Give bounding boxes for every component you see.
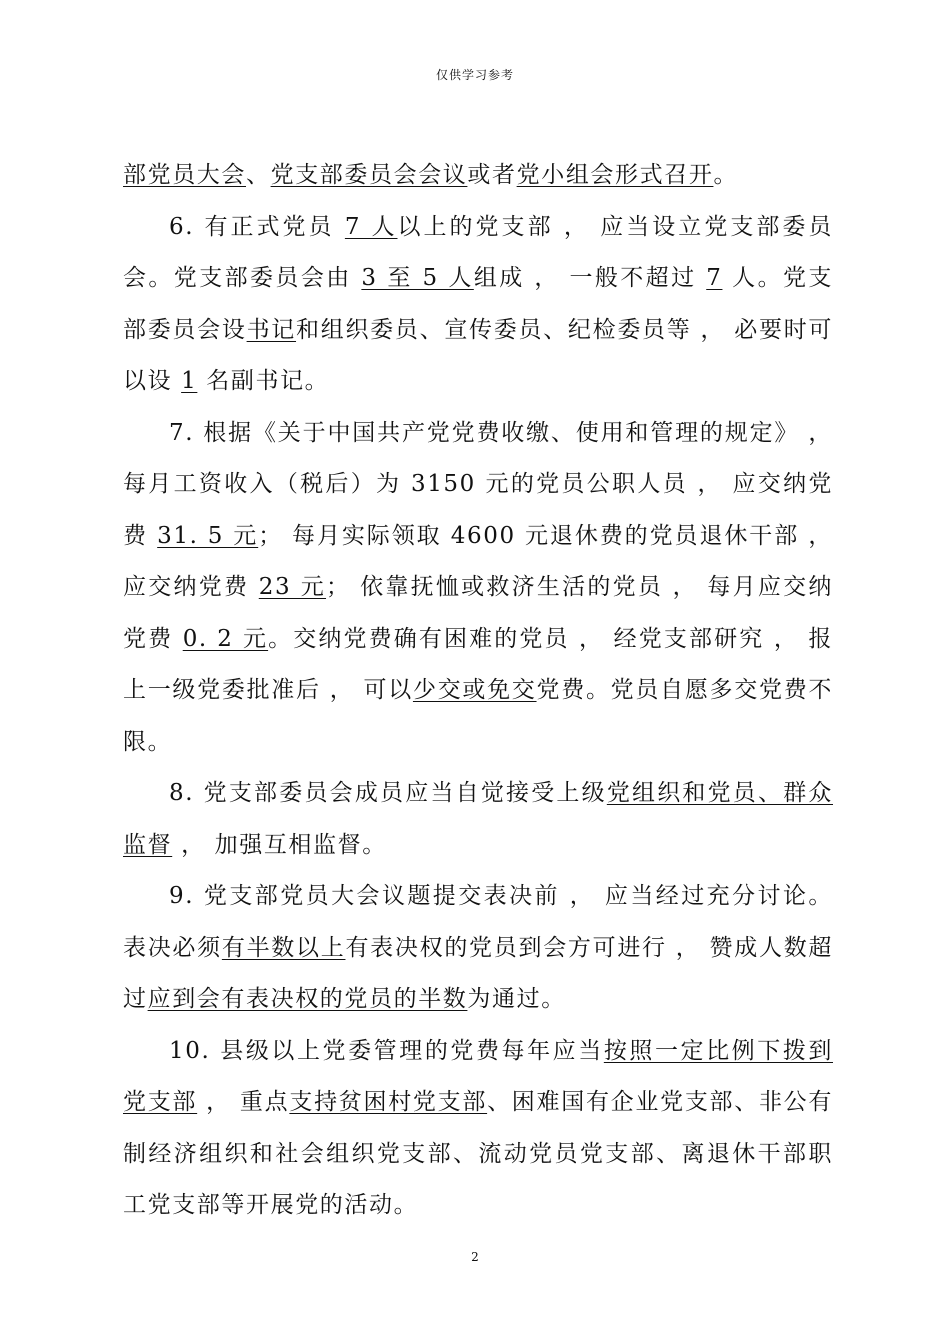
text-segment: 以上的党支部 ， 应当设立党支部委员会。党支部委员会由 xyxy=(123,213,833,291)
underlined-answer: 应到会有表决权的党员的半数 xyxy=(147,986,468,1012)
text-segment: 和组织委员、宣传委员、纪检委员等 ， 必要时可以设 xyxy=(123,316,834,394)
underlined-answer: 书记 xyxy=(246,316,297,343)
text-segment: ； 依靠抚恤或救济生活的党员 ， 每月应交纳党费 xyxy=(123,574,833,652)
text-segment: 有表决权的党员到会方可进行 ， 赞成人数超过 xyxy=(123,934,834,1012)
text-segment: 、 xyxy=(246,162,271,188)
underlined-answer: 3 至 5 人 xyxy=(361,265,474,291)
text-segment: 名副书记。 xyxy=(197,368,330,394)
underlined-answer: 少交或免交 xyxy=(412,677,537,703)
underlined-answer: 31. 5 元 xyxy=(157,522,259,549)
paragraph-item-8 xyxy=(123,768,833,871)
text-segment: 人。党支部委员会设 xyxy=(123,265,833,343)
underlined-answer: 党组织和党员、群众监督 xyxy=(123,780,833,858)
underlined-answer: 党小组会形式召开 xyxy=(516,162,714,188)
paragraph-item-6 xyxy=(123,202,833,408)
paragraph-item-9 xyxy=(123,871,833,1026)
paragraph-item-10 xyxy=(123,1026,833,1232)
text-segment: ， 重点 xyxy=(197,1089,290,1115)
underlined-answer: 党支部委员会会议 xyxy=(270,162,468,188)
text-segment: ， 加强互相监督。 xyxy=(172,831,387,858)
text-segment: 为通过。 xyxy=(467,986,566,1012)
text-segment: 7. 根据《关于中国共产党党费收缴、使用和管理的规定》 ，每月工资收入（税后）为 3150 元的党员公职人员 ， 应交纳党费 xyxy=(123,419,833,549)
page-header: 仅供学习参考 xyxy=(435,68,514,82)
paragraph-item-7 xyxy=(123,408,833,769)
text-segment: 9. 党支部党员大会议题提交表决前 ， 应当经过充分讨论。表决必须 xyxy=(123,883,833,961)
underlined-answer: 23 元 xyxy=(258,574,327,600)
text-segment: ； 每月实际领取 4600 元退休费的党员退休干部 ， 应交纳党费 xyxy=(123,522,833,600)
underlined-answer: 部党员大会 xyxy=(123,162,246,188)
text-segment: 组成 ， 一般不超过 xyxy=(473,265,707,291)
paragraph-continuation xyxy=(123,150,833,202)
page-number: 2 xyxy=(471,1250,479,1264)
text-segment: 10. 县级以上党委管理的党费每年应当 xyxy=(169,1037,604,1064)
text-segment: 。 xyxy=(713,162,739,188)
underlined-answer: 1 xyxy=(181,368,198,394)
text-segment: 党费。党员自愿多交党费不限。 xyxy=(123,677,834,755)
underlined-answer: 7 xyxy=(706,265,723,291)
underlined-answer: 有半数以上 xyxy=(221,934,346,961)
text-segment: 、困难国有企业党支部、非公有制经济组织和社会组织党支部、流动党员党支部、离退休干部职工党支部等开展党的活动。 xyxy=(123,1089,833,1218)
text-segment: 或者 xyxy=(467,162,517,188)
text-segment: 8. 党支部委员会成员应当自觉接受上级 xyxy=(169,780,607,806)
text-segment: 。交纳党费确有困难的党员 ， 经党支部研究 ， 报上一级党委批准后 ， 可以 xyxy=(123,625,833,703)
underlined-answer: 0. 2 元 xyxy=(182,625,269,652)
underlined-answer: 按照一定比例下拨到党支部 xyxy=(123,1037,833,1115)
underlined-answer: 7 人 xyxy=(344,213,398,240)
text-segment: 6. 有正式党员 xyxy=(169,213,345,240)
document-body xyxy=(123,150,833,1232)
underlined-answer: 支持贫困村党支部 xyxy=(289,1089,488,1115)
